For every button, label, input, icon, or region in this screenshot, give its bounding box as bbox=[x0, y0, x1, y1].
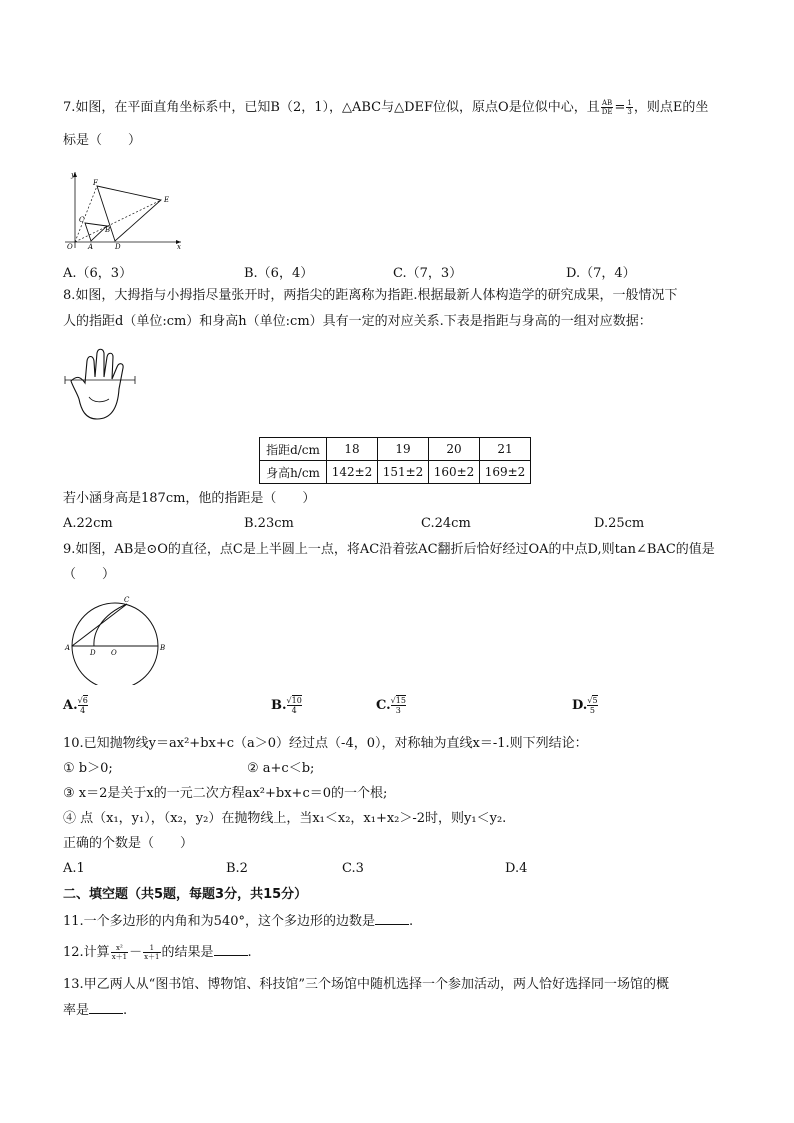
q9-text-line2: （ ） bbox=[63, 567, 116, 582]
q7-label-b: B bbox=[105, 226, 111, 234]
q7-coordinate-figure bbox=[63, 168, 185, 250]
q13-text-line2: 率是 . bbox=[63, 1003, 128, 1018]
q10-option-c[interactable]: C.3 bbox=[342, 861, 364, 876]
table-cell: 19 bbox=[378, 438, 429, 461]
q7-option-a[interactable]: A.（6，3） bbox=[63, 266, 133, 281]
q7-text-b: ，则点E的坐 bbox=[633, 100, 709, 115]
q9-option-d[interactable]: D. $\frac{√5}{5}$ bbox=[572, 696, 598, 715]
q9-option-c[interactable]: C. $\frac{√15}{3}$ bbox=[376, 696, 406, 715]
q7-label-x: x bbox=[177, 243, 181, 250]
q8-text-line1: 8.如图，大拇指与小拇指尽量张开时，两指尖的距离称为指距.根据最新人体构造学的研究成果，一般情况下 bbox=[63, 288, 678, 303]
hand-illustration bbox=[63, 347, 139, 427]
q7-text-a: 7.如图，在平面直角坐标系中，已知B（2，1），△ABC与△DEF位似，原点O是位似中心，且 bbox=[63, 100, 600, 115]
q9-option-b[interactable]: B. $\frac{√10}{4}$ bbox=[271, 696, 302, 715]
table-header-cell: 指距d/cm bbox=[260, 438, 327, 461]
q12-text: 12.计算 $\frac{\text{x²}}{x+1}$ － $\frac{1}{x+1}$ 的结果是 . bbox=[63, 944, 252, 961]
q9-label-o: O bbox=[111, 649, 117, 657]
q9-circle-figure bbox=[63, 593, 165, 685]
table-cell: 142±2 bbox=[327, 461, 378, 484]
q8-option-c[interactable]: C.24cm bbox=[421, 516, 471, 531]
q12-answer-blank[interactable] bbox=[214, 943, 248, 956]
q9-label-d: D bbox=[90, 649, 96, 657]
q10-statement-2: ② a+c＜b; bbox=[247, 761, 315, 776]
q8-question: 若小涵身高是187cm，他的指距是（ ） bbox=[63, 491, 316, 506]
table-row bbox=[260, 461, 531, 484]
q7-ratio-value: $\frac{1}{3}$ bbox=[627, 99, 632, 116]
q9-text-line1: 9.如图，AB是⊙O的直径，点C是上半圆上一点，将AC沿着弦AC翻折后恰好经过OA的中点D,则tan∠BAC的值是 bbox=[63, 542, 715, 557]
q10-statement-1: ① b＞0; bbox=[63, 761, 113, 776]
q13-text-line1: 13.甲乙两人从“图书馆、博物馆、科技馆”三个场馆中随机选择一个参加活动，两人恰好选择同一场馆的概 bbox=[63, 977, 669, 992]
q8-option-a[interactable]: A.22cm bbox=[63, 516, 113, 531]
q12-fraction-1: $\frac{\text{x²}}{x+1}$ bbox=[111, 944, 128, 961]
section-heading: 二、填空题（共5题，每题3分，共15分） bbox=[63, 887, 308, 902]
table-cell: 18 bbox=[327, 438, 378, 461]
q8-option-b[interactable]: B.23cm bbox=[244, 516, 294, 531]
q7-option-b[interactable]: B.（6，4） bbox=[244, 266, 314, 281]
q10-statement-4: ④ 点（x₁，y₁），（x₂，y₂）在抛物线上，当x₁＜x₂，x₁+x₂＞-2时，则y₁＜y₂. bbox=[63, 811, 507, 826]
q7-option-c[interactable]: C.（7，3） bbox=[393, 266, 463, 281]
q9-option-a[interactable]: A. $\frac{√6}{4}$ bbox=[63, 696, 88, 715]
q9-label-b: B bbox=[160, 644, 165, 652]
table-cell: 20 bbox=[429, 438, 480, 461]
q12-fraction-2: $\frac{1}{x+1}$ bbox=[144, 944, 160, 961]
q8-option-d[interactable]: D.25cm bbox=[594, 516, 645, 531]
q7-option-d[interactable]: D.（7，4） bbox=[566, 266, 636, 281]
q7-text-line2: 标是（ ） bbox=[63, 133, 142, 148]
q10-question: 正确的个数是（ ） bbox=[63, 836, 194, 851]
q8-data-table bbox=[259, 437, 531, 484]
table-header-cell: 身高h/cm bbox=[260, 461, 327, 484]
q9-label-c: C bbox=[124, 596, 130, 604]
q10-text-line1: 10.已知抛物线y＝ax²+bx+c（a＞0）经过点（-4，0），对称轴为直线x＝-1.则下列结论： bbox=[63, 736, 588, 751]
q7-label-d: D bbox=[115, 243, 121, 250]
q10-statement-3: ③ x＝2是关于x的一元二次方程ax²+bx+c＝0的一个根; bbox=[63, 786, 388, 801]
q11-answer-blank[interactable] bbox=[375, 912, 409, 925]
q7-text-line1: 7.如图，在平面直角坐标系中，已知B（2，1），△ABC与△DEF位似，原点O是位似中心，且 $\frac{AB}{DE}$ = $\frac{1}{3}$ ，则点E的坐 bbox=[63, 99, 709, 116]
q10-option-b[interactable]: B.2 bbox=[226, 861, 248, 876]
table-cell: 169±2 bbox=[480, 461, 531, 484]
table-cell: 151±2 bbox=[378, 461, 429, 484]
q11-text: 11.一个多边形的内角和为540°，这个多边形的边数是 . bbox=[63, 914, 414, 929]
table-row bbox=[260, 438, 531, 461]
q10-option-a[interactable]: A.1 bbox=[63, 861, 85, 876]
q13-answer-blank[interactable] bbox=[89, 1001, 123, 1014]
q7-label-y: y bbox=[71, 171, 75, 179]
table-cell: 160±2 bbox=[429, 461, 480, 484]
q7-label-a: A bbox=[88, 243, 94, 250]
q7-label-f: F bbox=[93, 179, 98, 187]
q7-ratio-fraction: $\frac{AB}{DE}$ bbox=[601, 99, 613, 116]
q8-text-line2: 人的指距d（单位:cm）和身高h（单位:cm）具有一定的对应关系.下表是指距与身高的一组对应数据： bbox=[63, 314, 652, 329]
q9-label-a: A bbox=[65, 644, 71, 652]
table-cell: 21 bbox=[480, 438, 531, 461]
q7-label-e: E bbox=[164, 196, 170, 204]
q10-option-d[interactable]: D.4 bbox=[505, 861, 528, 876]
q7-label-o: O bbox=[67, 243, 73, 250]
q7-label-c: C bbox=[79, 216, 85, 224]
